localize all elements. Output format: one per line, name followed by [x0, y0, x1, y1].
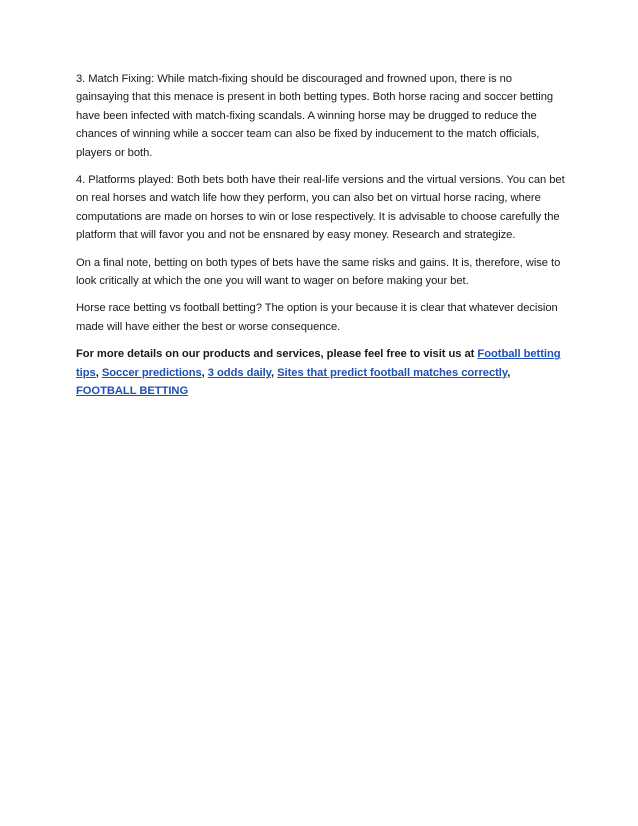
- link-football-betting-tips[interactable]: Football betting tips: [76, 348, 561, 379]
- link-separator: ,: [507, 366, 511, 379]
- paragraph-platforms-played: 4. Platforms played: Both bets both have their real-life versions and the virtual versions. You can bet on real horses and watch life how they perform, you can also bet on virtual horse racing, where computations are made on horses to win or lose respectively. It is advisable to choose carefully the platform that will favor you and not be ensnared by easy money. Research and strategize.: [76, 174, 565, 242]
- link-separator: ,: [201, 366, 208, 379]
- paragraph-conclusion: Horse race betting vs football betting? The option is your because it is clear that whatever decision made will have either the best or worse consequence.: [76, 302, 558, 333]
- link-separator: ,: [95, 366, 102, 379]
- link-3-odds-daily[interactable]: 3 odds daily: [207, 366, 272, 379]
- document-body: [76, 70, 566, 410]
- cta-intro-text: For more details on our products and services, please feel free to visit us at: [76, 348, 478, 361]
- call-to-action: [76, 345, 566, 400]
- link-separator: ,: [271, 366, 278, 379]
- paragraph-final-note: On a final note, betting on both types of bets have the same risks and gains. It is, therefore, wise to look critically at which the one you will want to wager on before making your bet.: [76, 256, 561, 288]
- link-soccer-predictions[interactable]: Soccer predictions: [101, 366, 202, 379]
- paragraph-match-fixing: 3. Match Fixing: While match-fixing should be discouraged and frowned upon, there is no gainsaying that this menace is present in both betting types. Both horse racing and soccer betting have been infected with match-fixing scandals. A winning horse may be drugged to reduce the chances of winning while a soccer team can also be fixed by inducement to the match officials, players or both.: [76, 73, 554, 159]
- link-sites-predict-football[interactable]: Sites that predict football matches correctly: [277, 366, 508, 379]
- link-football-betting[interactable]: FOOTBALL BETTING: [76, 385, 189, 398]
